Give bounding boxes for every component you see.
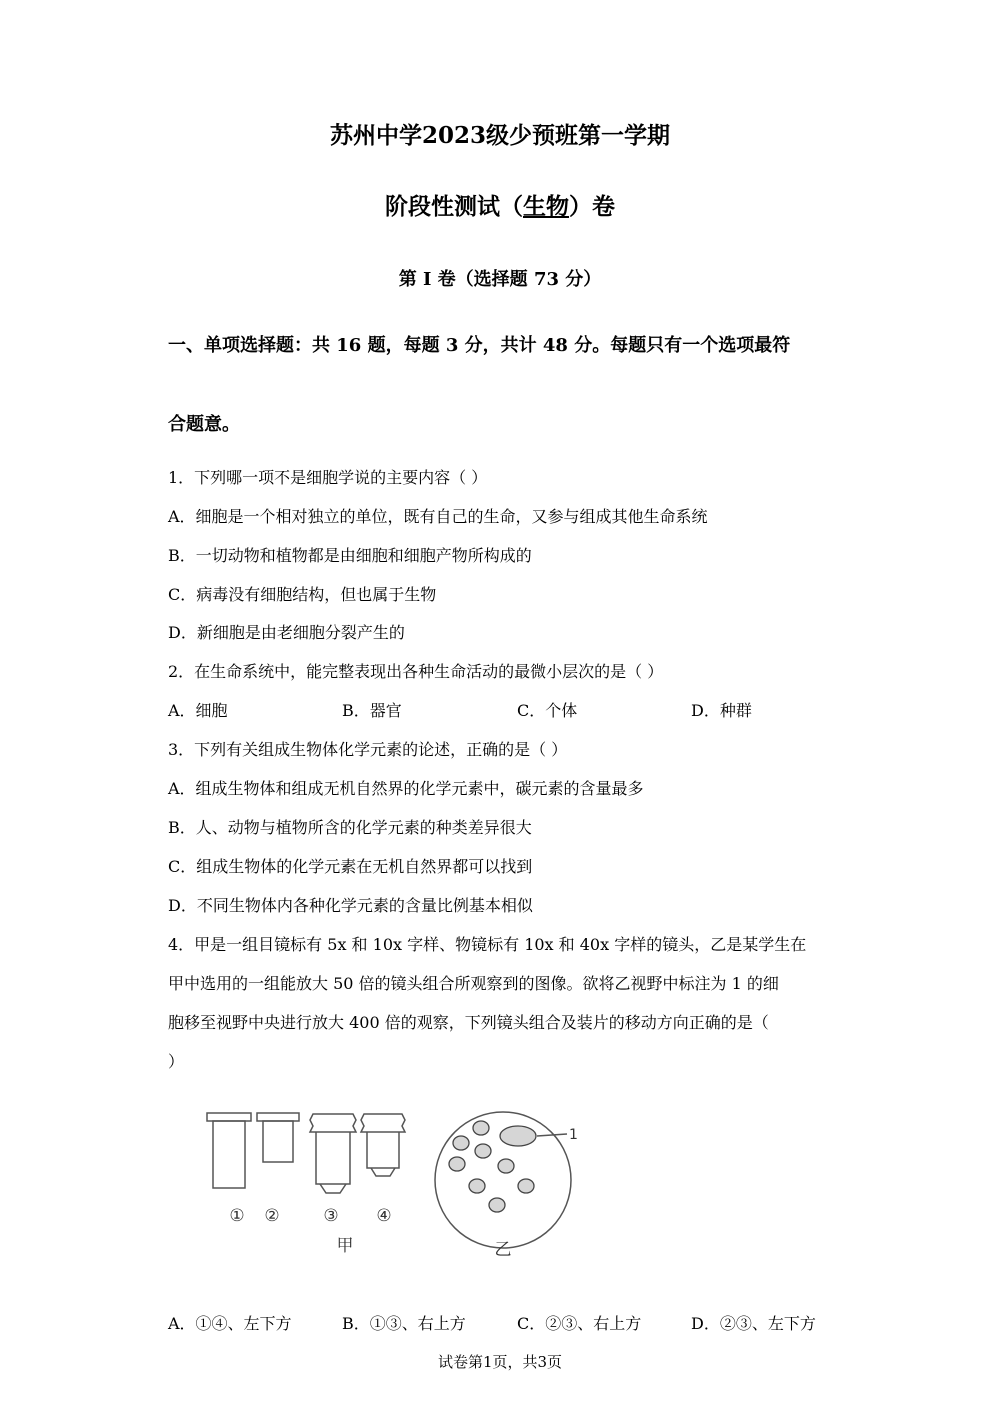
section-heading-line2: 合题意。: [168, 414, 240, 435]
question-4-option-b: B．①③、右上方: [342, 1314, 466, 1333]
microscope-figure: [195, 1100, 595, 1265]
question-1-option-a: A．细胞是一个相对独立的单位，既有自己的生命，又参与组成其他生命系统: [168, 507, 708, 526]
lens-label-1: ①: [229, 1206, 245, 1226]
question-2-option-d: D．种群: [691, 701, 752, 720]
title-prefix: 阶段性测试（: [385, 193, 523, 220]
cell: [518, 1179, 534, 1193]
question-4-stem-line3: 胞移至视野中央进行放大 400 倍的观察，下列镜头组合及装片的移动方向正确的是（: [168, 1013, 769, 1032]
question-2-option-c: C．个体: [517, 701, 578, 720]
question-3-option-b: B．人、动物与植物所含的化学元素的种类差异很大: [168, 818, 532, 837]
question-3-option-a: A．组成生物体和组成无机自然界的化学元素中，碳元素的含量最多: [168, 779, 644, 798]
cell: [473, 1121, 489, 1135]
question-4-stem-line4: ）: [168, 1052, 185, 1071]
title-subject: 生物: [523, 193, 569, 220]
group-yi-label: 乙: [494, 1240, 512, 1260]
cell: [498, 1159, 514, 1173]
question-1-stem: 1．下列哪一项不是细胞学说的主要内容（ ）: [168, 468, 488, 487]
lens-label-2: ②: [264, 1206, 280, 1226]
exam-title-line2: [0, 188, 1000, 221]
cell-target: [500, 1126, 536, 1146]
question-4-option-c: C．②③、右上方: [517, 1314, 642, 1333]
objective-long: [310, 1114, 356, 1193]
question-4-option-a: A．①④、左下方: [168, 1314, 292, 1333]
question-4-stem-line2: 甲中选用的一组能放大 50 倍的镜头组合所观察到的图像。欲将乙视野中标注为 1 的细: [168, 974, 779, 993]
question-4-stem-line1: 4．甲是一组目镜标有 5x 和 10x 字样、物镜标有 10x 和 40x 字样的镜头，乙是某学生在: [168, 935, 807, 954]
question-1-option-b: B．一切动物和植物都是由细胞和细胞产物所构成的: [168, 546, 532, 565]
question-1-option-d: D．新细胞是由老细胞分裂产生的: [168, 623, 405, 642]
volume-title: 第 I 卷（选择题 73 分）: [398, 269, 602, 290]
question-2-option-b: B．器官: [342, 701, 402, 720]
cell: [453, 1136, 469, 1150]
group-jia-label: 甲: [336, 1236, 354, 1256]
lens-label-3: ③: [323, 1206, 339, 1226]
cell: [449, 1157, 465, 1171]
question-3-option-c: C．组成生物体的化学元素在无机自然界都可以找到: [168, 857, 533, 876]
cell: [469, 1179, 485, 1193]
title-suffix: ）卷: [569, 193, 615, 220]
question-1-option-c: C．病毒没有细胞结构，但也属于生物: [168, 585, 437, 604]
question-2-stem: 2．在生命系统中，能完整表现出各种生命活动的最微小层次的是（ ）: [168, 662, 664, 681]
question-2-option-a: A．细胞: [168, 701, 228, 720]
cell: [489, 1198, 505, 1212]
section-heading-line1: 一、单项选择题：共 16 题，每题 3 分，共计 48 分。每题只有一个选项最符: [168, 335, 791, 356]
cell-marker-label: 1: [569, 1127, 578, 1143]
objective-short: [361, 1114, 405, 1176]
question-3-stem: 3．下列有关组成生物体化学元素的论述，正确的是（ ）: [168, 740, 568, 759]
cell: [475, 1144, 491, 1158]
eyepiece-short: [257, 1113, 299, 1162]
exam-title-line1: 苏州中学2023级少预班第一学期: [329, 122, 670, 149]
page-footer: 试卷第1页，共3页: [437, 1353, 563, 1371]
lens-label-4: ④: [376, 1206, 392, 1226]
question-4-option-d: D．②③、左下方: [691, 1314, 816, 1333]
question-3-option-d: D．不同生物体内各种化学元素的含量比例基本相似: [168, 896, 533, 915]
eyepiece-long: [207, 1113, 251, 1188]
